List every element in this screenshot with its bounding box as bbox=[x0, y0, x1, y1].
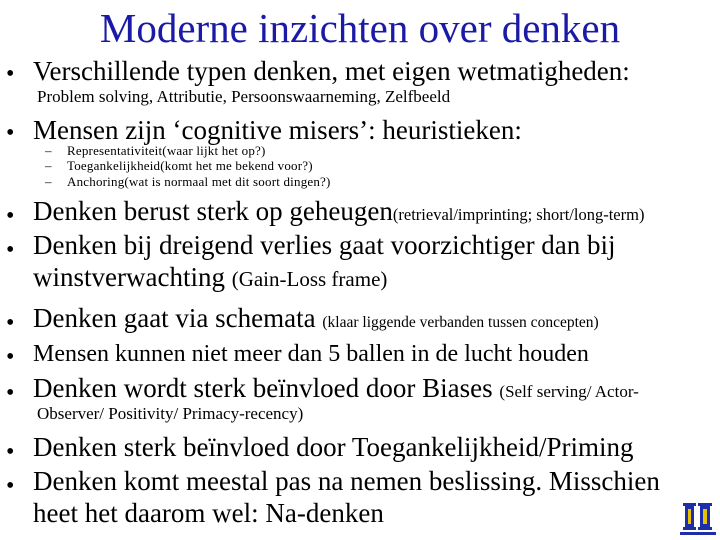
bullet-icon: • bbox=[6, 203, 15, 229]
bullet-5-text bbox=[33, 305, 599, 332]
bullet-1-text: Verschillende typen denken, met eigen wetmatigheden: bbox=[33, 56, 630, 86]
heuristic-item bbox=[45, 159, 313, 172]
bullet-4-note: (Gain-Loss frame) bbox=[231, 267, 388, 291]
dash-icon: – bbox=[45, 174, 52, 189]
bullet-icon: • bbox=[6, 380, 15, 406]
bullet-6-text: Mensen kunnen niet meer dan 5 ballen in de lucht houden bbox=[33, 341, 589, 367]
bullet-7-note: (Self serving/ Actor- bbox=[499, 382, 639, 401]
bullet-icon: • bbox=[6, 237, 15, 263]
bullet-7-main: Denken wordt sterk beïnvloed door Biases bbox=[33, 373, 500, 403]
bullet-5-note: (klaar liggende verbanden tussen concepten) bbox=[322, 314, 599, 331]
slide-title: Moderne inzichten over denken bbox=[99, 5, 621, 51]
bullet-9-line-1: Denken komt meestal pas na nemen beslissing. Misschien bbox=[33, 466, 660, 496]
bullet-4-main: winstverwachting bbox=[33, 262, 232, 292]
bullet-2-text: Mensen zijn ‘cognitive misers’: heuristieken: bbox=[33, 115, 522, 145]
bullet-icon: • bbox=[6, 61, 15, 87]
bullet-icon: • bbox=[6, 473, 15, 499]
bullet-3-main: Denken berust sterk op geheugen bbox=[33, 196, 393, 226]
heuristic-item-label: Anchoring(wat is normaal met dit soort dingen?) bbox=[67, 174, 331, 189]
heuristic-item bbox=[45, 144, 266, 157]
bullet-icon: • bbox=[6, 344, 15, 370]
bullet-1-subtext: Problem solving, Attributie, Persoonswaarneming, Zelfbeeld bbox=[37, 87, 451, 106]
dash-icon: – bbox=[45, 158, 52, 173]
bullet-5-main: Denken gaat via schemata bbox=[33, 303, 323, 333]
bullet-7-text bbox=[33, 375, 639, 402]
bullet-icon: • bbox=[6, 439, 15, 465]
heuristic-item-label: Toegankelijkheid(komt het me bekend voor?) bbox=[67, 158, 313, 173]
bullet-4-line-1: Denken bij dreigend verlies gaat voorzichtiger dan bij bbox=[33, 230, 616, 260]
bullet-8-text: Denken sterk beïnvloed door Toegankelijkheid/Priming bbox=[33, 432, 634, 462]
bullet-4-line-2 bbox=[33, 264, 387, 291]
bullet-9-line-2: heet het daarom wel: Na-denken bbox=[33, 498, 384, 528]
bullet-icon: • bbox=[6, 310, 15, 336]
heuristic-item bbox=[45, 175, 331, 188]
dash-icon: – bbox=[45, 143, 52, 158]
heuristic-item-label: Representativiteit(waar lijkt het op?) bbox=[67, 143, 266, 158]
bullet-icon: • bbox=[6, 120, 15, 146]
bullet-7-continuation: Observer/ Positivity/ Primacy-recency) bbox=[37, 404, 304, 423]
bullet-3-note: (retrieval/imprinting; short/long-term) bbox=[392, 205, 645, 224]
bullet-3-text bbox=[33, 198, 644, 225]
university-logo-icon bbox=[680, 499, 716, 535]
